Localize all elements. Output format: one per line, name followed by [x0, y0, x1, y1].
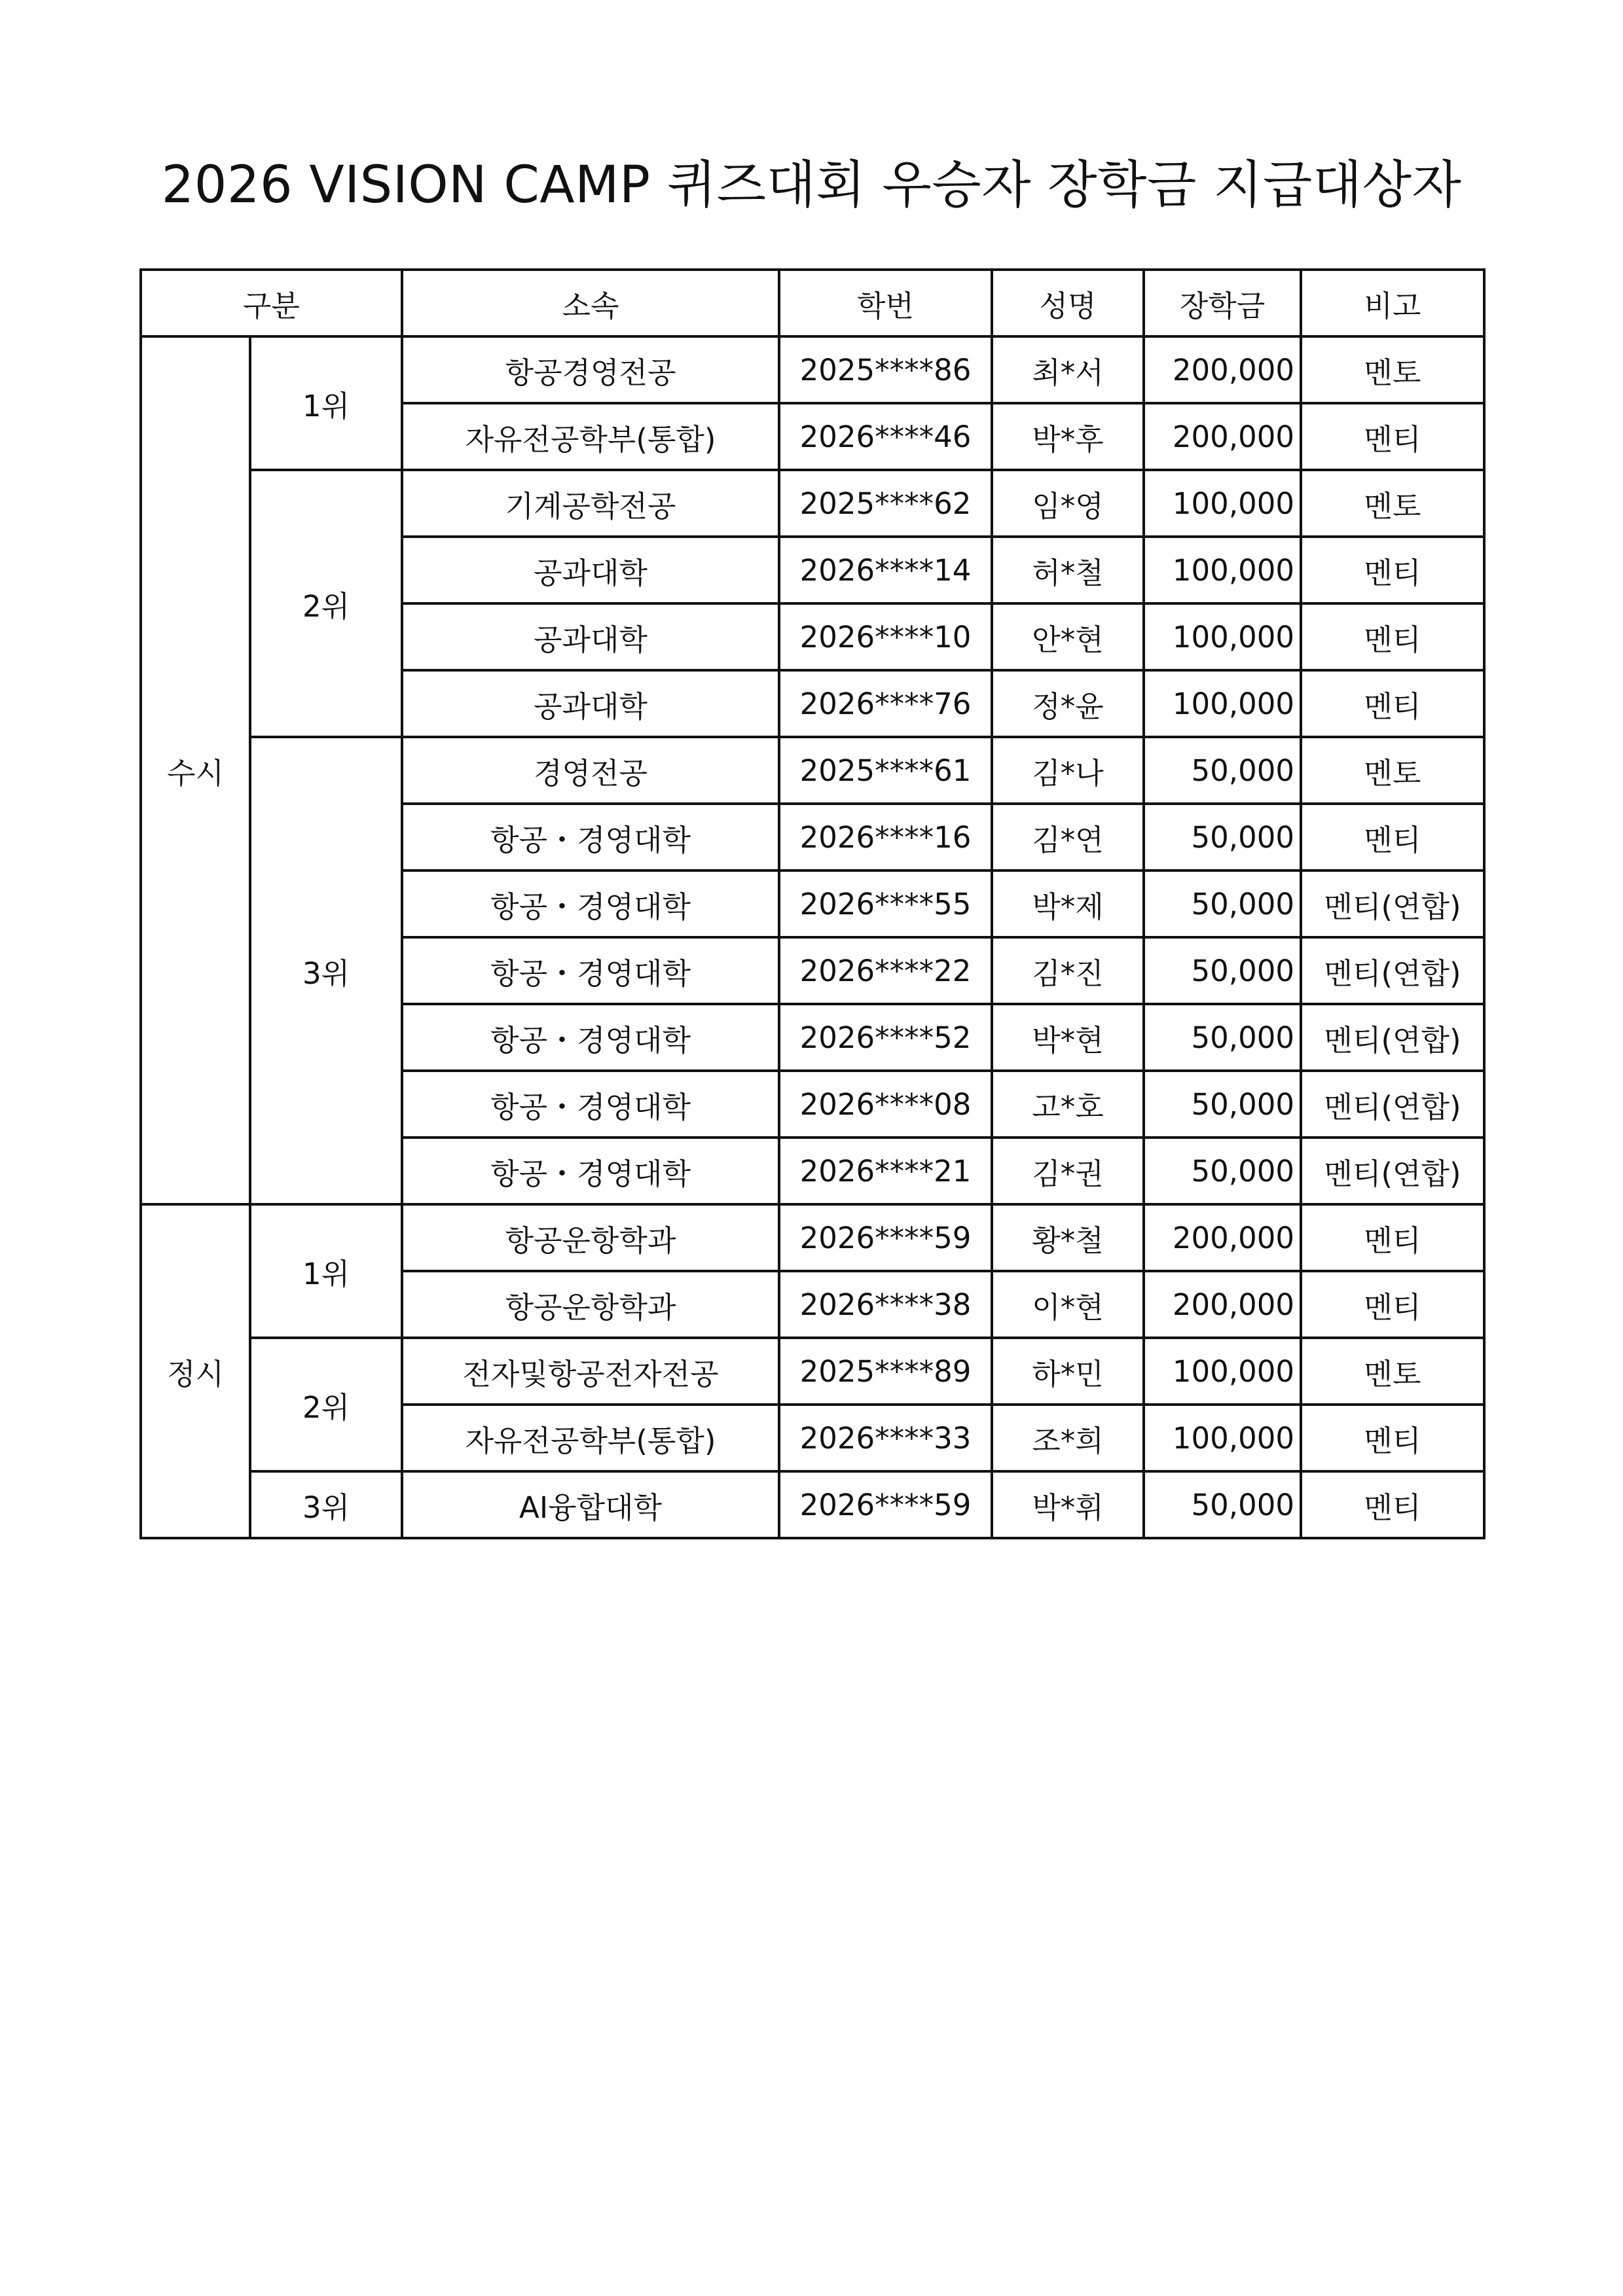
student-id-cell: 2026****14	[779, 537, 992, 603]
student-id-cell: 2026****76	[779, 670, 992, 737]
student-id-cell: 2025****62	[779, 470, 992, 537]
name-cell: 고*호	[992, 1071, 1144, 1138]
header-affiliation: 소속	[402, 270, 779, 336]
rank-third-susi: 3위	[250, 737, 402, 1204]
amount-cell: 100,000	[1144, 603, 1301, 670]
student-id-cell: 2026****55	[779, 870, 992, 937]
affiliation-cell: 항공・경영대학	[402, 804, 779, 870]
affiliation-cell: 항공・경영대학	[402, 1004, 779, 1071]
affiliation-cell: 항공・경영대학	[402, 1071, 779, 1138]
amount-cell: 100,000	[1144, 470, 1301, 537]
affiliation-cell: 자유전공학부(통합)	[402, 403, 779, 470]
amount-cell: 100,000	[1144, 670, 1301, 737]
group-jeongsi: 정시	[141, 1204, 250, 1538]
note-cell: 멘토	[1301, 470, 1484, 537]
affiliation-cell: 항공경영전공	[402, 336, 779, 403]
rank-first-susi: 1위	[250, 336, 402, 470]
rank-second-jeongsi: 2위	[250, 1338, 402, 1471]
student-id-cell: 2026****38	[779, 1271, 992, 1338]
name-cell: 박*제	[992, 870, 1144, 937]
student-id-cell: 2026****59	[779, 1204, 992, 1271]
name-cell: 조*희	[992, 1405, 1144, 1471]
name-cell: 최*서	[992, 336, 1144, 403]
note-cell: 멘티	[1301, 1204, 1484, 1271]
student-id-cell: 2026****21	[779, 1138, 992, 1204]
student-id-cell: 2026****08	[779, 1071, 992, 1138]
table-row	[141, 1204, 1484, 1271]
name-cell: 허*철	[992, 537, 1144, 603]
amount-cell: 50,000	[1144, 737, 1301, 804]
name-cell: 김*권	[992, 1138, 1144, 1204]
amount-cell: 100,000	[1144, 1338, 1301, 1405]
student-id-cell: 2026****16	[779, 804, 992, 870]
rank-first-jeongsi: 1위	[250, 1204, 402, 1338]
affiliation-cell: 기계공학전공	[402, 470, 779, 537]
name-cell: 이*현	[992, 1271, 1144, 1338]
note-cell: 멘티	[1301, 1271, 1484, 1338]
amount-cell: 100,000	[1144, 1405, 1301, 1471]
amount-cell: 200,000	[1144, 1204, 1301, 1271]
note-cell: 멘티	[1301, 403, 1484, 470]
student-id-cell: 2025****89	[779, 1338, 992, 1405]
affiliation-cell: 자유전공학부(통합)	[402, 1405, 779, 1471]
name-cell: 김*연	[992, 804, 1144, 870]
note-cell: 멘티	[1301, 670, 1484, 737]
name-cell: 박*후	[992, 403, 1144, 470]
header-category: 구분	[141, 270, 402, 336]
header-row	[141, 270, 1484, 336]
header-name: 성명	[992, 270, 1144, 336]
affiliation-cell: AI융합대학	[402, 1471, 779, 1538]
affiliation-cell: 항공・경영대학	[402, 1138, 779, 1204]
student-id-cell: 2025****61	[779, 737, 992, 804]
note-cell: 멘티	[1301, 804, 1484, 870]
header-scholarship: 장학금	[1144, 270, 1301, 336]
note-cell: 멘티(연합)	[1301, 1004, 1484, 1071]
student-id-cell: 2026****22	[779, 937, 992, 1004]
note-cell: 멘티(연합)	[1301, 1071, 1484, 1138]
group-susi: 수시	[141, 336, 250, 1204]
amount-cell: 50,000	[1144, 937, 1301, 1004]
name-cell: 박*휘	[992, 1471, 1144, 1538]
name-cell: 안*현	[992, 603, 1144, 670]
note-cell: 멘티(연합)	[1301, 870, 1484, 937]
table-row	[141, 470, 1484, 537]
note-cell: 멘티	[1301, 1471, 1484, 1538]
header-remarks: 비고	[1301, 270, 1484, 336]
affiliation-cell: 항공・경영대학	[402, 937, 779, 1004]
name-cell: 임*영	[992, 470, 1144, 537]
table-row	[141, 1471, 1484, 1538]
student-id-cell: 2025****86	[779, 336, 992, 403]
amount-cell: 100,000	[1144, 537, 1301, 603]
affiliation-cell: 경영전공	[402, 737, 779, 804]
note-cell: 멘티	[1301, 537, 1484, 603]
affiliation-cell: 항공・경영대학	[402, 870, 779, 937]
note-cell: 멘티	[1301, 603, 1484, 670]
note-cell: 멘티	[1301, 1405, 1484, 1471]
amount-cell: 50,000	[1144, 1471, 1301, 1538]
amount-cell: 50,000	[1144, 1004, 1301, 1071]
scholarship-table	[139, 268, 1486, 1539]
affiliation-cell: 공과대학	[402, 603, 779, 670]
name-cell: 하*민	[992, 1338, 1144, 1405]
name-cell: 김*진	[992, 937, 1144, 1004]
name-cell: 박*현	[992, 1004, 1144, 1071]
table-row	[141, 336, 1484, 403]
name-cell: 황*철	[992, 1204, 1144, 1271]
student-id-cell: 2026****33	[779, 1405, 992, 1471]
note-cell: 멘티(연합)	[1301, 937, 1484, 1004]
student-id-cell: 2026****59	[779, 1471, 992, 1538]
note-cell: 멘토	[1301, 336, 1484, 403]
student-id-cell: 2026****52	[779, 1004, 992, 1071]
amount-cell: 50,000	[1144, 804, 1301, 870]
affiliation-cell: 항공운항학과	[402, 1204, 779, 1271]
amount-cell: 200,000	[1144, 336, 1301, 403]
header-student-id: 학번	[779, 270, 992, 336]
table-row	[141, 1338, 1484, 1405]
rank-second-susi: 2위	[250, 470, 402, 737]
affiliation-cell: 공과대학	[402, 670, 779, 737]
amount-cell: 200,000	[1144, 1271, 1301, 1338]
affiliation-cell: 전자및항공전자전공	[402, 1338, 779, 1405]
student-id-cell: 2026****10	[779, 603, 992, 670]
amount-cell: 50,000	[1144, 870, 1301, 937]
affiliation-cell: 공과대학	[402, 537, 779, 603]
rank-third-jeongsi: 3위	[250, 1471, 402, 1538]
amount-cell: 50,000	[1144, 1138, 1301, 1204]
note-cell: 멘토	[1301, 737, 1484, 804]
student-id-cell: 2026****46	[779, 403, 992, 470]
note-cell: 멘티(연합)	[1301, 1138, 1484, 1204]
name-cell: 김*나	[992, 737, 1144, 804]
amount-cell: 50,000	[1144, 1071, 1301, 1138]
table-row	[141, 737, 1484, 804]
affiliation-cell: 항공운항학과	[402, 1271, 779, 1338]
page-title: 2026 VISION CAMP 퀴즈대회 우승자 장학금 지급대상자	[161, 156, 1462, 215]
amount-cell: 200,000	[1144, 403, 1301, 470]
name-cell: 정*윤	[992, 670, 1144, 737]
note-cell: 멘토	[1301, 1338, 1484, 1405]
